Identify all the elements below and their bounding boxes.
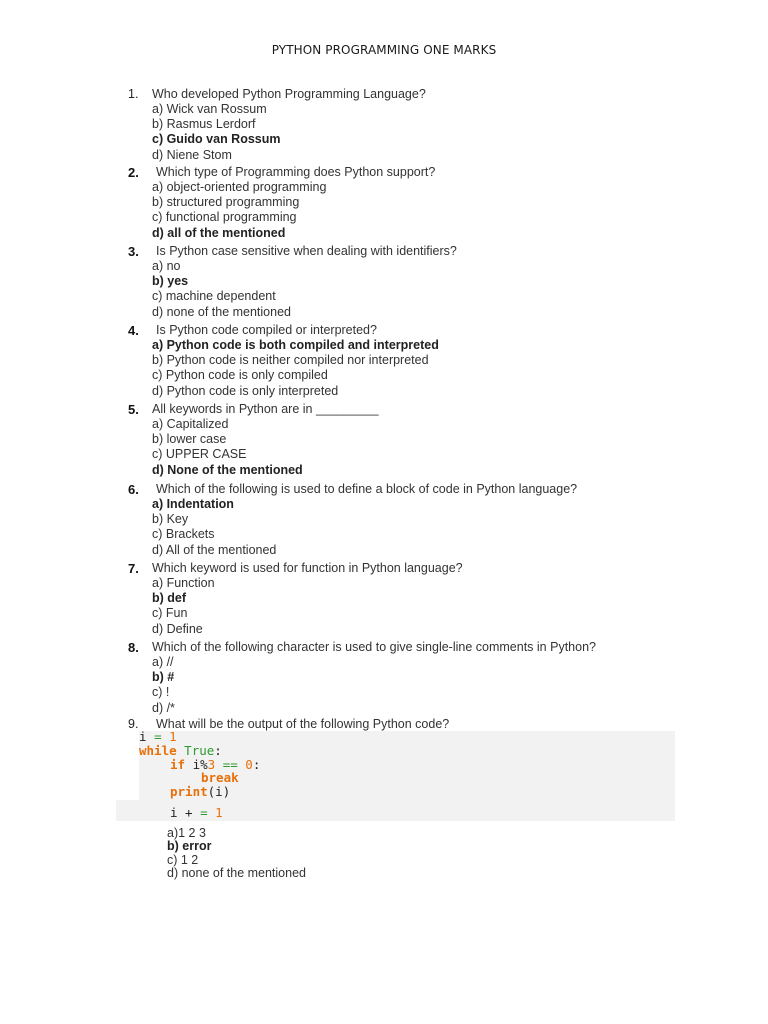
option-list <box>152 338 439 399</box>
option-list <box>152 417 303 478</box>
option-d: d) All of the mentioned <box>152 542 277 557</box>
question-text: Who developed Python Programming Language? <box>152 87 426 101</box>
document-title: PYTHON PROGRAMMING ONE MARKS <box>271 43 497 57</box>
question-number: 5. <box>128 402 139 417</box>
code-token: print <box>170 784 208 799</box>
code-line <box>201 770 239 785</box>
code-token: 1 <box>215 805 223 820</box>
question-number: 9. <box>128 717 139 731</box>
option-c: c) functional programming <box>152 210 297 225</box>
question-text: Is Python code compiled or interpreted? <box>156 323 377 337</box>
option-a: a) object-oriented programming <box>152 180 327 194</box>
code-token: 3 <box>207 757 216 772</box>
option-b-correct-answer: b) yes <box>152 274 189 289</box>
option-list <box>152 180 326 241</box>
code-token: i <box>139 729 155 744</box>
question-text: Is Python case sensitive when dealing with identifiers? <box>156 244 457 258</box>
option-b: b) Python code is neither compiled nor interpreted <box>152 353 429 368</box>
question-text: All keywords in Python are in _________ <box>152 402 379 416</box>
option-a: a) Function <box>152 576 215 590</box>
option-a: a) no <box>152 259 181 273</box>
question-number: 2. <box>128 165 139 180</box>
option-c: c) 1 2 <box>167 852 199 867</box>
code-token: : <box>252 757 261 772</box>
option-list <box>152 576 215 637</box>
option-a-correct-answer: a) Python code is both compiled and interpreted <box>152 338 439 352</box>
code-token: True <box>184 743 215 758</box>
code-token: = <box>200 805 208 820</box>
code-token: == <box>222 757 238 772</box>
code-block <box>116 731 675 821</box>
option-d: d) none of the mentioned <box>167 866 306 881</box>
option-c: c) Fun <box>152 606 188 621</box>
question-number: 1. <box>128 87 139 101</box>
question-number: 7. <box>128 561 139 576</box>
option-b-correct-answer: b) error <box>167 839 212 854</box>
code-line <box>139 729 177 744</box>
option-list <box>152 102 281 163</box>
code-line <box>170 784 230 799</box>
code-line <box>139 743 222 758</box>
question-number: 4. <box>128 323 139 338</box>
option-a: a)1 2 3 <box>167 826 206 840</box>
option-a: a) Wick van Rossum <box>152 102 267 116</box>
option-d: d) /* <box>152 700 175 715</box>
option-b-correct-answer: b) def <box>152 591 187 606</box>
option-d: d) Python code is only interpreted <box>152 383 339 398</box>
option-c-correct-answer: c) Guido van Rossum <box>152 132 281 147</box>
question-text: Which type of Programming does Python support? <box>156 165 436 179</box>
option-list <box>167 827 306 881</box>
option-d: d) Niene Stom <box>152 147 232 162</box>
code-token: while <box>139 743 177 758</box>
option-a: a) Capitalized <box>152 417 229 431</box>
question-number: 6. <box>128 482 139 497</box>
code-token: = <box>154 729 162 744</box>
code-token: i + <box>170 805 201 820</box>
code-token: if <box>170 757 186 772</box>
option-c: c) UPPER CASE <box>152 447 247 462</box>
option-b: b) structured programming <box>152 195 300 210</box>
code-token: : <box>214 743 222 758</box>
question-text: Which of the following is used to define a block of code in Python language? <box>156 482 578 496</box>
question-number: 8. <box>128 640 139 655</box>
code-token: i% <box>185 757 208 772</box>
option-d: d) Define <box>152 621 203 636</box>
option-c: c) machine dependent <box>152 289 276 304</box>
option-c: c) Brackets <box>152 527 215 542</box>
option-d-correct-answer: d) all of the mentioned <box>152 225 286 240</box>
code-token: (i) <box>207 784 231 799</box>
option-a-correct-answer: a) Indentation <box>152 497 234 511</box>
option-a: a) // <box>152 655 174 669</box>
code-token <box>162 729 170 744</box>
option-b: b) lower case <box>152 432 227 447</box>
option-list <box>152 259 291 320</box>
option-c: c) ! <box>152 685 170 700</box>
option-b: b) Rasmus Lerdorf <box>152 117 256 132</box>
code-line <box>170 805 223 820</box>
option-list <box>152 655 175 716</box>
code-token: break <box>201 770 239 785</box>
code-token: 0 <box>245 757 253 772</box>
code-token: 1 <box>169 729 177 744</box>
question-text: Which keyword is used for function in Python language? <box>152 561 463 575</box>
option-d-correct-answer: d) None of the mentioned <box>152 462 303 477</box>
question-number: 3. <box>128 244 139 259</box>
option-list <box>152 497 276 558</box>
question-text: What will be the output of the following Python code? <box>156 717 450 731</box>
option-b: b) Key <box>152 512 189 527</box>
option-d: d) none of the mentioned <box>152 304 291 319</box>
option-c: c) Python code is only compiled <box>152 368 328 383</box>
option-b-correct-answer: b) # <box>152 670 175 685</box>
question-text: Which of the following character is used to give single-line comments in Python? <box>152 640 596 654</box>
